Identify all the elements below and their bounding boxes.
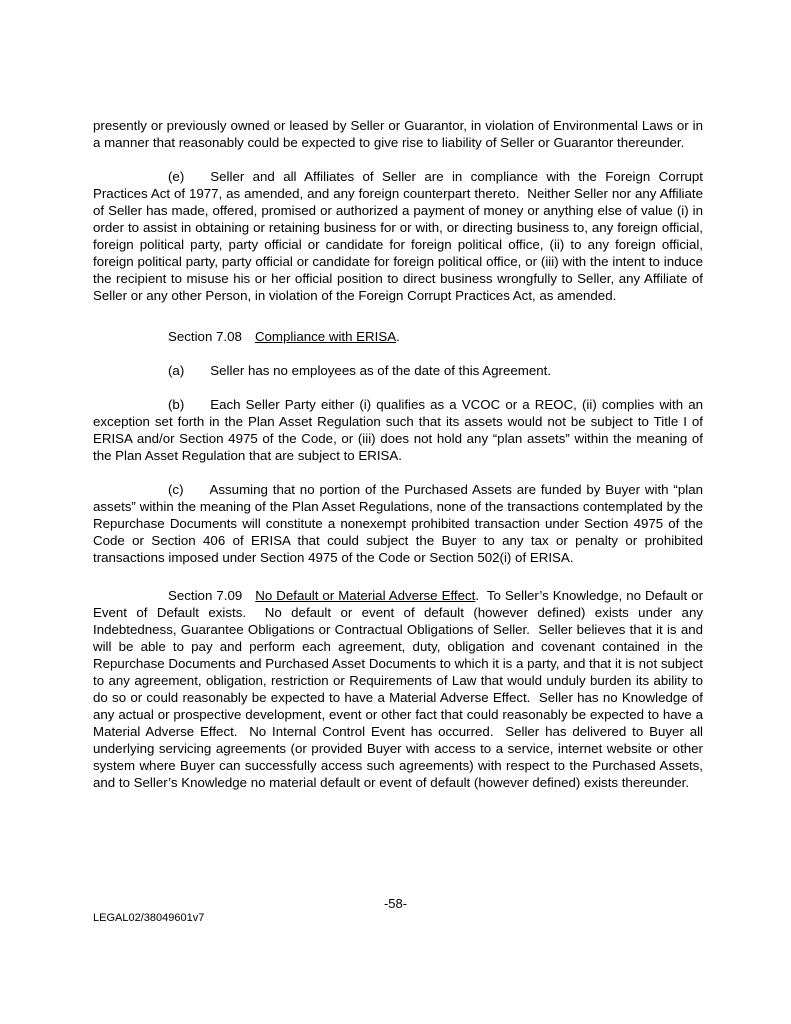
paragraph-a — [93, 362, 703, 379]
section-709-text: . To Seller’s Knowledge, no Default or Event of Default exists. No default or event of default (however defined) exists under any Indebtedness, Guarantee Obligations or Contractual Obligations of Seller. Seller believes that it is and will be able to pay and perform each agreement, duty, obligation and covenant contained in the Repurchase Documents and Purchased Asset Documents to which it is a party, and that it is not subject to any agreement, obligation, restriction or Requirements of Law that would unduly burden its ability to do so or could reasonably be expected to have a Material Adverse Effect. Seller has no Knowledge of any actual or prospective development, event or other fact that could reasonably be expected to have a Material Adverse Effect. No Internal Control Event has occurred. Seller has delivered to Buyer all underlying servicing agreements (or provided Buyer with access to a service, internet website or other system where Buyer can successfully access such agreements) with respect to the Purchased Assets, and to Seller’s Knowledge no material default or event of default (however defined) exists thereunder. — [93, 588, 703, 790]
document-id: LEGAL02/38049601v7 — [93, 912, 205, 924]
paragraph-continuation: presently or previously owned or leased by Seller or Guarantor, in violation of Environmental Laws or in a manner that reasonably could be expected to give rise to liability of Seller or Guarantor thereunder. — [93, 118, 703, 150]
paragraph-b-text: Each Seller Party either (i) qualifies as a VCOC or a REOC, (ii) complies with an exception set forth in the Plan Asset Regulation such that its assets would not be subject to Title I of ERISA and/or Section 4975 of the Code, or (iii) does not hold any “plan assets” within the meaning of the Plan Asset Regulation that are subject to ERISA. — [93, 397, 703, 463]
page-body — [93, 117, 703, 791]
section-709-title: No Default or Material Adverse Effect — [255, 588, 476, 603]
paragraph-b — [93, 396, 703, 464]
paragraph-a-text: Seller has no employees as of the date of this Agreement. — [210, 363, 552, 378]
section-708-heading — [93, 328, 703, 345]
section-709-label: Section 7.09 — [168, 588, 243, 603]
paragraph-c-marker: (c) — [168, 482, 184, 497]
paragraph-e-text: Seller and all Affiliates of Seller are in compliance with the Foreign Corrupt Practices Act of 1977, as amended, and any foreign counterpart thereto. Neither Seller nor any Affiliate of Seller has made, offered, promised or authorized a payment of money or anything else of value (i) in order to assist in obtaining or retaining business for or with, or directing business to, any foreign official, foreign political party, party official or candidate for foreign political office, (ii) to any foreign official, foreign political party, party official or candidate for foreign political office, or (iii) with the intent to induce the recipient to misuse his or her official position to direct business wrongfully to Seller, any Affiliate of Seller or any other Person, in violation of the Foreign Corrupt Practices Act, as amended. — [93, 169, 703, 303]
page-number: -58- — [383, 896, 408, 911]
section-709-paragraph — [93, 587, 703, 791]
paragraph-e — [93, 168, 703, 304]
paragraph-a-marker: (a) — [168, 363, 185, 378]
section-708-suffix: . — [396, 329, 400, 344]
section-708-label: Section 7.08 — [168, 329, 242, 344]
paragraph-c — [93, 481, 703, 566]
paragraph-c-text: Assuming that no portion of the Purchased Assets are funded by Buyer with “plan assets” within the meaning of the Plan Asset Regulations, none of the transactions contemplated by the Repurchase Documents will constitute a nonexempt prohibited transaction under Section 4975 of the Code or Section 406 of ERISA that could subject the Buyer to any tax or penalty or prohibited transactions imposed under Section 4975 of the Code or Section 502(i) of ERISA. — [93, 482, 703, 565]
paragraph-b-marker: (b) — [168, 397, 185, 412]
section-708-title: Compliance with ERISA — [254, 329, 397, 344]
paragraph-e-marker: (e) — [168, 169, 185, 184]
